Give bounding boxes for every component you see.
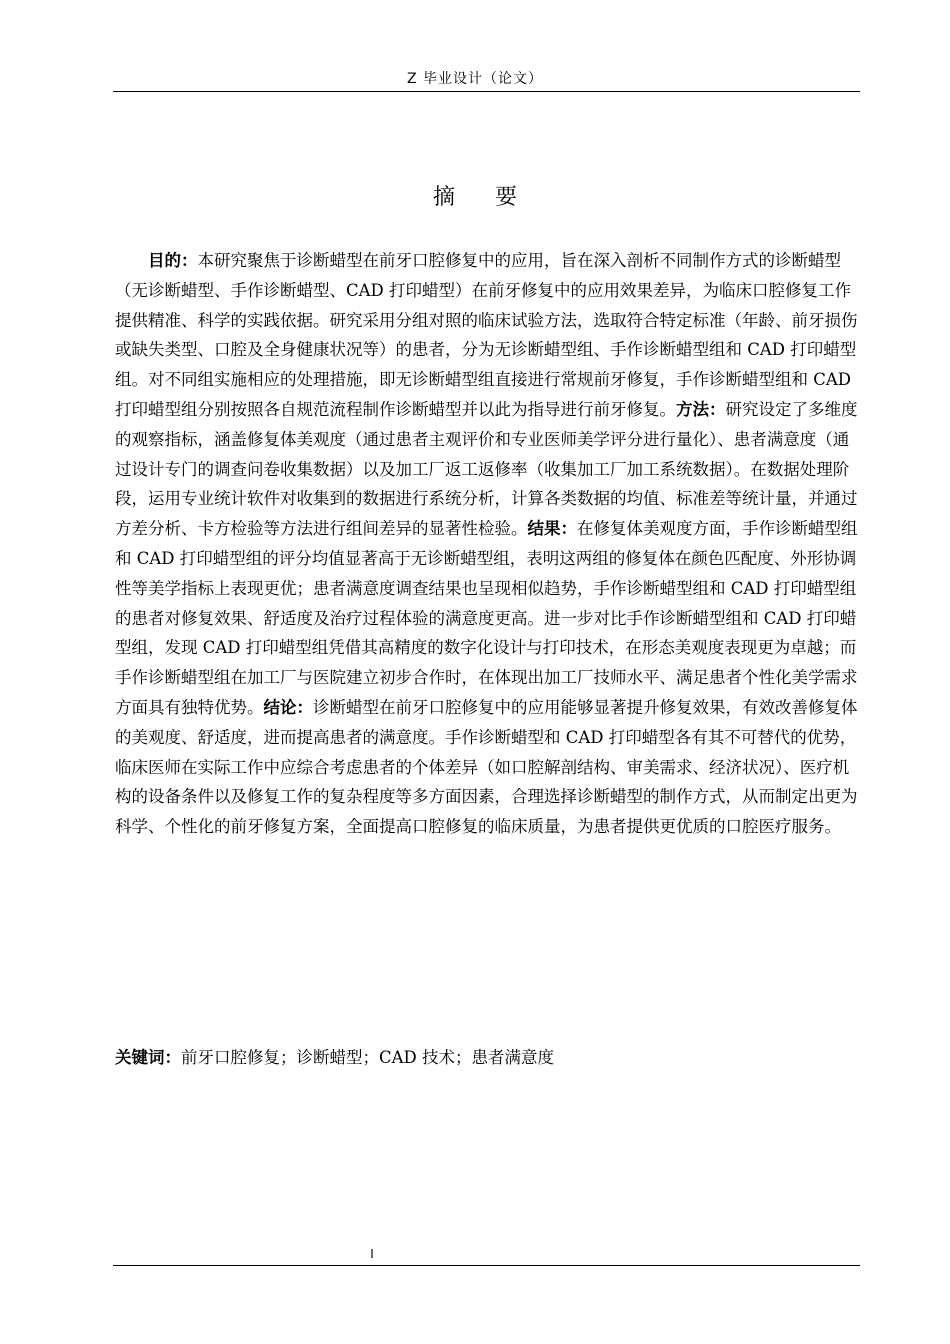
page-number: I bbox=[370, 1247, 374, 1261]
keywords-label: 关键词： bbox=[115, 1048, 181, 1067]
abstract-body bbox=[115, 246, 860, 842]
method-label: 方法： bbox=[676, 399, 726, 419]
page-title: 摘要 bbox=[432, 185, 557, 210]
footer-divider bbox=[113, 1265, 860, 1266]
keywords-line bbox=[115, 1045, 860, 1071]
objective-label: 目的： bbox=[148, 251, 198, 270]
conclusion-label: 结论： bbox=[263, 697, 313, 717]
conclusion-text: 诊断蜡型在前牙口腔修复中的应用能够显著提升修复效果，有效改善修复体的美观度、舒适度，进而提高患者的满意度。手作诊断蜡型和 CAD 打印蜡型各有其不可替代的优势，临床医师在实际工作中应综合考虑患者的个体差异（如口腔解剖结构、审美需求、经济状况）、医疗机构的设备条件以及修复工作的复杂程度等多方面因素，合理选择诊断蜡型的制作方式，从而制定出更为科学、个性化的前牙修复方案，全面提高口腔修复的临床质量，为患者提供更优质的口腔医疗服务。 bbox=[115, 697, 858, 837]
running-header: Z 毕业设计（论文） bbox=[406, 71, 544, 87]
keywords-text: 前牙口腔修复；诊断蜡型；CAD 技术；患者满意度 bbox=[181, 1048, 555, 1067]
objective-text: 本研究聚焦于诊断蜡型在前牙口腔修复中的应用，旨在深入剖析不同制作方式的诊断蜡型（无诊断蜡型、手作诊断蜡型、CAD 打印蜡型）在前牙修复中的应用效果差异，为临床口腔修复工作提供精准、科学的实践依据。研究采用分组对照的临床试验方法，选取符合特定标准（年龄、前牙损伤或缺失类型、口腔及全身健康状况等）的患者，分为无诊断蜡型组、手作诊断蜡型组和 CAD 打印蜡型组。对不同组实施相应的处理措施，即无诊断蜡型组直接进行常规前牙修复，手作诊断蜡型组和 CAD 打印蜡型组分别按照各自规范流程制作诊断蜡型并以此为指导进行前牙修复。 bbox=[115, 251, 858, 419]
result-label: 结果： bbox=[527, 519, 577, 539]
result-text: 在修复体美观度方面，手作诊断蜡型组和 CAD 打印蜡型组的评分均值显著高于无诊断蜡型组，表明这两组的修复体在颜色匹配度、外形协调性等美学指标上表现更优；患者满意度调查结果也呈现相似趋势，手作诊断蜡型组和 CAD 打印蜡型组的患者对修复效果、舒适度及治疗过程体验的满意度更高。进一步对比手作诊断蜡型组和 CAD 打印蜡型组，发现 CAD 打印蜡型组凭借其高精度的数字化设计与打印技术，在形态美观度表现更为卓越；而手作诊断蜡型组在加工厂与医院建立初步合作时，在体现出加工厂技师水平、满足患者个性化美学需求方面具有独特优势。 bbox=[115, 519, 858, 717]
method-text: 研究设定了多维度的观察指标，涵盖修复体美观度（通过患者主观评价和专业医师美学评分进行量化）、患者满意度（通过设计专门的调查问卷收集数据）以及加工厂返工返修率（收集加工厂加工系统数据）。在数据处理阶段，运用专业统计软件对收集到的数据进行系统分析，计算各类数据的均值、标准差等统计量，并通过方差分析、卡方检验等方法进行组间差异的显著性检验。 bbox=[115, 399, 858, 539]
header-divider bbox=[113, 91, 860, 92]
